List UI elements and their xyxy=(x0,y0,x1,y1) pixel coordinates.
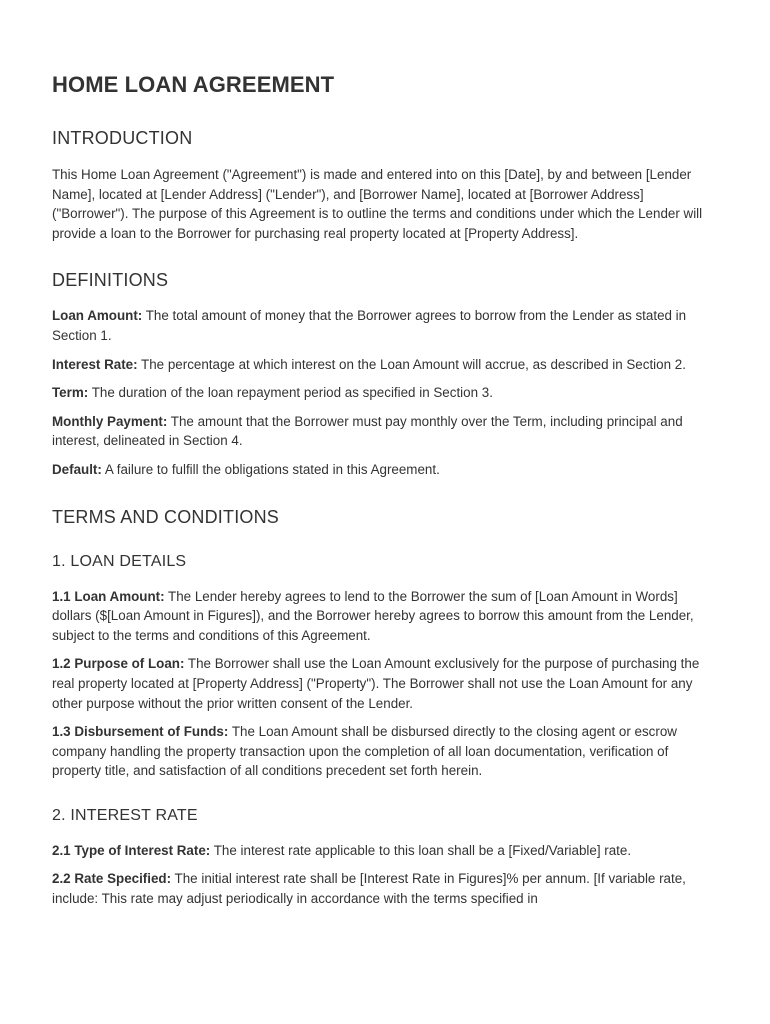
clause-label: 1.1 Loan Amount: xyxy=(52,588,165,604)
clause-label: 1.3 Disbursement of Funds: xyxy=(52,724,229,740)
definition-text: The total amount of money that the Borrower agrees to borrow from the Lender as stated in Section 1. xyxy=(52,308,687,343)
clause-item xyxy=(52,722,720,781)
clause-label: 2.2 Rate Specified: xyxy=(52,871,172,887)
clause-text: The interest rate applicable to this loan shall be a [Fixed/Variable] rate. xyxy=(210,842,632,858)
clause-item xyxy=(52,841,720,861)
definition-item xyxy=(52,460,720,480)
definition-text: The percentage at which interest on the Loan Amount will accrue, as described in Section 2. xyxy=(137,356,686,372)
definition-item xyxy=(52,383,720,403)
definition-term: Term: xyxy=(52,385,89,401)
clause-text: The Loan Amount shall be disbursed directly to the closing agent or escrow company handling the property transaction upon the completion of all loan documentation, verification of property title, and satisfaction of all conditions precedent set forth herein. xyxy=(52,724,677,779)
document-page xyxy=(52,70,720,918)
definition-text: The amount that the Borrower must pay monthly over the Term, including principal and interest, delineated in Section 4. xyxy=(52,413,683,449)
definition-text: The duration of the loan repayment period as specified in Section 3. xyxy=(88,385,493,401)
clause-item xyxy=(52,654,720,713)
clause-label: 2.1 Type of Interest Rate: xyxy=(52,842,211,858)
interest-rate-heading: 2. INTEREST RATE xyxy=(52,806,198,824)
definition-text: A failure to fulfill the obligations stated in this Agreement. xyxy=(101,461,440,477)
definitions-heading: DEFINITIONS xyxy=(52,270,169,291)
definition-term: Interest Rate: xyxy=(52,356,138,372)
definition-term: Monthly Payment: xyxy=(52,413,168,429)
clause-item xyxy=(52,587,720,646)
introduction-paragraph: This Home Loan Agreement ("Agreement") is made and entered into on this [Date], by and between [Lender Name], located at [Lender Address] ("Lender"), and [Borrower Name], located at [Borrower Address] ("Borrower"). The purpose of this Agreement is to outline the terms and conditions under which the Lender will provide a loan to the Borrower for purchasing real property located at [Property Address]. xyxy=(52,167,703,241)
definition-item xyxy=(52,306,720,345)
definition-item xyxy=(52,355,720,375)
clause-label: 1.2 Purpose of Loan: xyxy=(52,656,185,672)
definition-term: Loan Amount: xyxy=(52,308,143,324)
introduction-heading: INTRODUCTION xyxy=(52,128,193,148)
clause-item xyxy=(52,869,720,908)
document-title: HOME LOAN AGREEMENT xyxy=(52,72,335,97)
clause-text: The initial interest rate shall be [Interest Rate in Figures]% per annum. [If variable rate, include: This rate may adjust periodically in accordance with the terms specified in xyxy=(52,871,686,907)
loan-details-heading: 1. LOAN DETAILS xyxy=(52,552,187,570)
terms-heading: TERMS AND CONDITIONS xyxy=(52,506,280,527)
definition-term: Default: xyxy=(52,461,102,477)
clause-text: The Lender hereby agrees to lend to the Borrower the sum of [Loan Amount in Words] dollars ($[Loan Amount in Figures]), and the Borrower hereby agrees to borrow this amount from the Lender, subject to the terms and conditions of this Agreement. xyxy=(52,588,694,643)
clause-text: The Borrower shall use the Loan Amount exclusively for the purpose of purchasing the real property located at [Property Address] ("Property"). The Borrower shall not use the Loan Amount for any other purpose without the prior written consent of the Lender. xyxy=(52,656,700,711)
definition-item xyxy=(52,412,720,451)
